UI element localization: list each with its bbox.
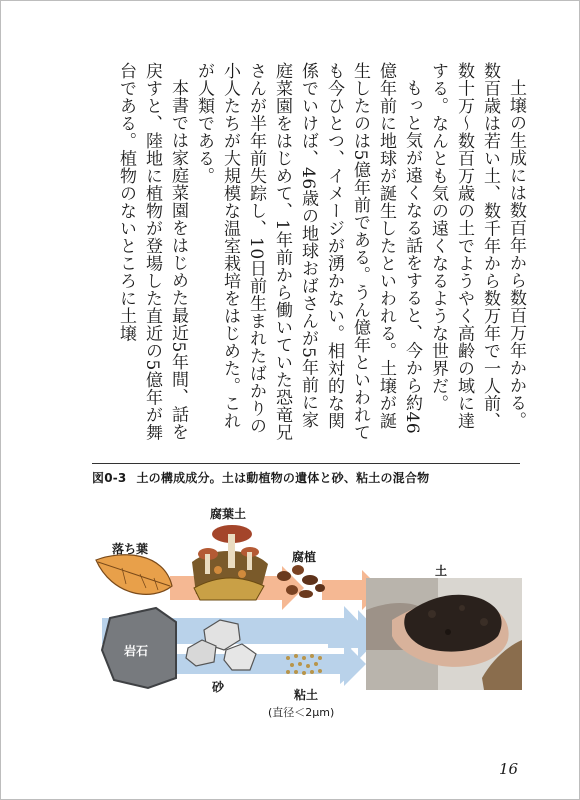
soil-components-diagram: [92, 490, 522, 730]
label-sand: 砂: [212, 680, 225, 694]
body-text: [113, 62, 529, 442]
paragraph-1: 土壌の生成には数百年から数百万年かかる。数百歳は若い土、数千年から数万年で一人前、数十万〜数百万歳の土でようやく高齢の域に達する。なんとも気の遠くなるような世界だ。: [428, 62, 526, 430]
soil-in-hands-photo: [366, 578, 522, 690]
label-humus-soil: 腐葉土: [210, 507, 247, 521]
fallen-leaves-icon: [96, 555, 172, 595]
figure-number: 図0-3: [92, 471, 127, 485]
paragraph-3: 本書では家庭菜園をはじめた最近5年間、話を戻すと、陸地に植物が登場した直近の5億年が舞台である。植物のないところに土壌: [116, 62, 188, 441]
label-soil: 土: [435, 564, 448, 578]
label-fallen-leaves: 落ち葉: [112, 542, 149, 556]
page-number: 16: [499, 760, 519, 778]
caption-rule: [92, 463, 520, 464]
body-text-area: [79, 62, 529, 442]
humus-soil-icon: [192, 525, 268, 600]
figure-caption: [92, 469, 429, 486]
label-clay: 粘土: [294, 688, 319, 702]
paragraph-2: もっと気が遠くなる話をすると、今から約46億年前に地球が誕生したといわれる。土壌が誕生したのは5億年前である。うん億年といわれても今ひとつ、イメージが湧かない。相対的な関係でいけば、46歳の地球おばさんが5年前に家庭菜園をはじめて、1年前から働いていた恐竜兄さんが半年前失踪し、10日前生まれたばかりの小人たちが大規模な温室栽培をはじめた。これが人類である。: [194, 62, 422, 441]
label-clay-diameter: (直径＜2μm): [268, 706, 335, 719]
figure-caption-text: 土の構成成分。土は動植物の遺体と砂、粘土の混合物: [136, 471, 430, 485]
label-humus: 腐植: [292, 550, 317, 564]
label-rock: 岩石: [124, 644, 149, 658]
